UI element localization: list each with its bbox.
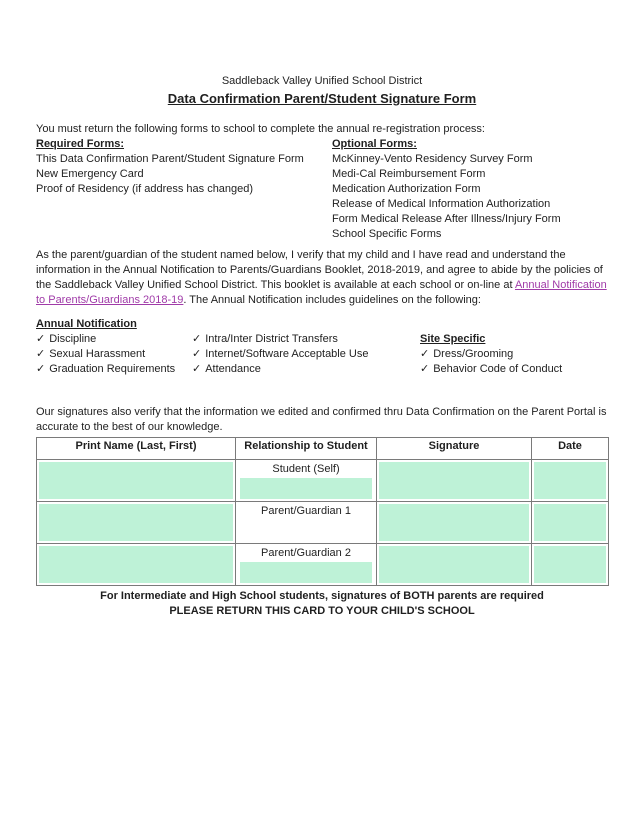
check-icon: ✓ bbox=[420, 348, 430, 360]
agreement-paragraph bbox=[36, 248, 608, 308]
date-cell bbox=[532, 502, 609, 544]
checklist-item bbox=[36, 332, 192, 347]
site-specific-column bbox=[420, 332, 608, 377]
checklist-item bbox=[420, 347, 608, 362]
intro-text: You must return the following forms to school to complete the annual re-registration process: bbox=[36, 123, 485, 135]
checklist-item bbox=[36, 362, 192, 377]
checklist-item bbox=[192, 362, 420, 377]
relationship-cell bbox=[236, 502, 377, 544]
checklist-item bbox=[36, 347, 192, 362]
relationship-blank bbox=[240, 520, 372, 541]
check-icon: ✓ bbox=[192, 333, 202, 345]
checklist-item-label: Attendance bbox=[205, 363, 261, 375]
checklist-column-2 bbox=[192, 332, 420, 377]
annual-notification-checklist bbox=[36, 332, 608, 377]
required-forms-column bbox=[36, 137, 332, 242]
relationship-field[interactable] bbox=[240, 478, 372, 499]
required-form-item: This Data Confirmation Parent/Student Signature Form bbox=[36, 153, 304, 165]
check-icon: ✓ bbox=[36, 363, 46, 375]
required-forms-heading: Required Forms: bbox=[36, 138, 125, 150]
agreement-text-after: . The Annual Notification includes guidelines on the following: bbox=[183, 294, 481, 306]
check-icon: ✓ bbox=[420, 363, 430, 375]
date-field[interactable] bbox=[534, 546, 606, 583]
checklist-column-1 bbox=[36, 332, 192, 377]
form-title bbox=[36, 91, 608, 108]
annual-notification-heading: Annual Notification bbox=[36, 318, 137, 330]
checklist-item bbox=[420, 362, 608, 377]
check-icon: ✓ bbox=[192, 348, 202, 360]
check-icon: ✓ bbox=[36, 333, 46, 345]
relationship-label: Student (Self) bbox=[272, 463, 340, 475]
checklist-item-label: Internet/Software Acceptable Use bbox=[205, 348, 369, 360]
checklist-item-label: Graduation Requirements bbox=[49, 363, 176, 375]
optional-form-item: Form Medical Release After Illness/Injury Form bbox=[332, 213, 561, 225]
print-name-field[interactable] bbox=[39, 504, 233, 541]
checklist-item-label: Behavior Code of Conduct bbox=[433, 363, 563, 375]
check-icon: ✓ bbox=[36, 348, 46, 360]
signature-cell bbox=[377, 502, 532, 544]
site-specific-heading: Site Specific bbox=[420, 333, 486, 345]
checklist-item-label: Dress/Grooming bbox=[433, 348, 514, 360]
checklist-item bbox=[192, 347, 420, 362]
table-row bbox=[37, 502, 609, 544]
signature-cell bbox=[377, 544, 532, 586]
optional-form-item: School Specific Forms bbox=[332, 228, 442, 240]
table-row bbox=[37, 460, 609, 502]
date-field[interactable] bbox=[534, 462, 606, 499]
print-name-cell bbox=[37, 502, 236, 544]
required-form-item: New Emergency Card bbox=[36, 168, 144, 180]
signature-field[interactable] bbox=[379, 504, 529, 541]
date-cell bbox=[532, 544, 609, 586]
optional-forms-column bbox=[332, 137, 608, 242]
annual-notification-link[interactable]: Annual Notification to Parents/Guardians 2018-19 bbox=[36, 279, 607, 306]
agreement-text-before: As the parent/guardian of the student named below, I verify that my child and I have read and understand the information in the Annual Notification to Parents/Guardians Booklet, 2018-2019, and agree to abide by the policies of the Saddleback Valley Unified School District. This booklet is available at each school or on-line at bbox=[36, 249, 603, 291]
optional-forms-heading: Optional Forms: bbox=[332, 138, 417, 150]
checklist-item-label: Discipline bbox=[49, 333, 97, 345]
relationship-cell bbox=[236, 544, 377, 586]
required-form-item: Proof of Residency (if address has changed) bbox=[36, 183, 254, 195]
table-header-row bbox=[37, 438, 609, 460]
print-name-cell bbox=[37, 544, 236, 586]
signature-cell bbox=[377, 460, 532, 502]
district-name: Saddleback Valley Unified School District bbox=[221, 75, 423, 87]
signature-statement: Our signatures also verify that the information we edited and confirmed thru Data Confirmation on the Parent Portal is accurate to the best of our knowledge. bbox=[36, 406, 607, 433]
both-parents-note: For Intermediate and High School students, signatures of BOTH parents are required bbox=[100, 590, 544, 602]
date-field[interactable] bbox=[534, 504, 606, 541]
relationship-label: Parent/Guardian 2 bbox=[261, 547, 351, 559]
table-row bbox=[37, 544, 609, 586]
signature-field[interactable] bbox=[379, 546, 529, 583]
relationship-cell bbox=[236, 460, 377, 502]
signature-field[interactable] bbox=[379, 462, 529, 499]
column-header-print-name: Print Name (Last, First) bbox=[37, 438, 236, 460]
optional-form-item: Medi-Cal Reimbursement Form bbox=[332, 168, 486, 180]
return-card-note: PLEASE RETURN THIS CARD TO YOUR CHILD'S SCHOOL bbox=[169, 605, 475, 617]
column-header-signature: Signature bbox=[377, 438, 532, 460]
date-cell bbox=[532, 460, 609, 502]
form-title-text: Data Confirmation Parent/Student Signature Form bbox=[167, 91, 477, 106]
forms-lists bbox=[36, 137, 608, 242]
optional-form-item: McKinney-Vento Residency Survey Form bbox=[332, 153, 533, 165]
checklist-item bbox=[192, 332, 420, 347]
checklist-item-label: Sexual Harassment bbox=[49, 348, 146, 360]
relationship-label: Parent/Guardian 1 bbox=[261, 505, 351, 517]
optional-form-item: Medication Authorization Form bbox=[332, 183, 481, 195]
relationship-field[interactable] bbox=[240, 562, 372, 583]
print-name-field[interactable] bbox=[39, 546, 233, 583]
checklist-item-label: Intra/Inter District Transfers bbox=[205, 333, 338, 345]
check-icon: ✓ bbox=[192, 363, 202, 375]
column-header-date: Date bbox=[532, 438, 609, 460]
optional-form-item: Release of Medical Information Authorization bbox=[332, 198, 551, 210]
signature-table bbox=[36, 437, 609, 586]
column-header-relationship: Relationship to Student bbox=[236, 438, 377, 460]
document-content bbox=[36, 75, 608, 619]
print-name-field[interactable] bbox=[39, 462, 233, 499]
print-name-cell bbox=[37, 460, 236, 502]
